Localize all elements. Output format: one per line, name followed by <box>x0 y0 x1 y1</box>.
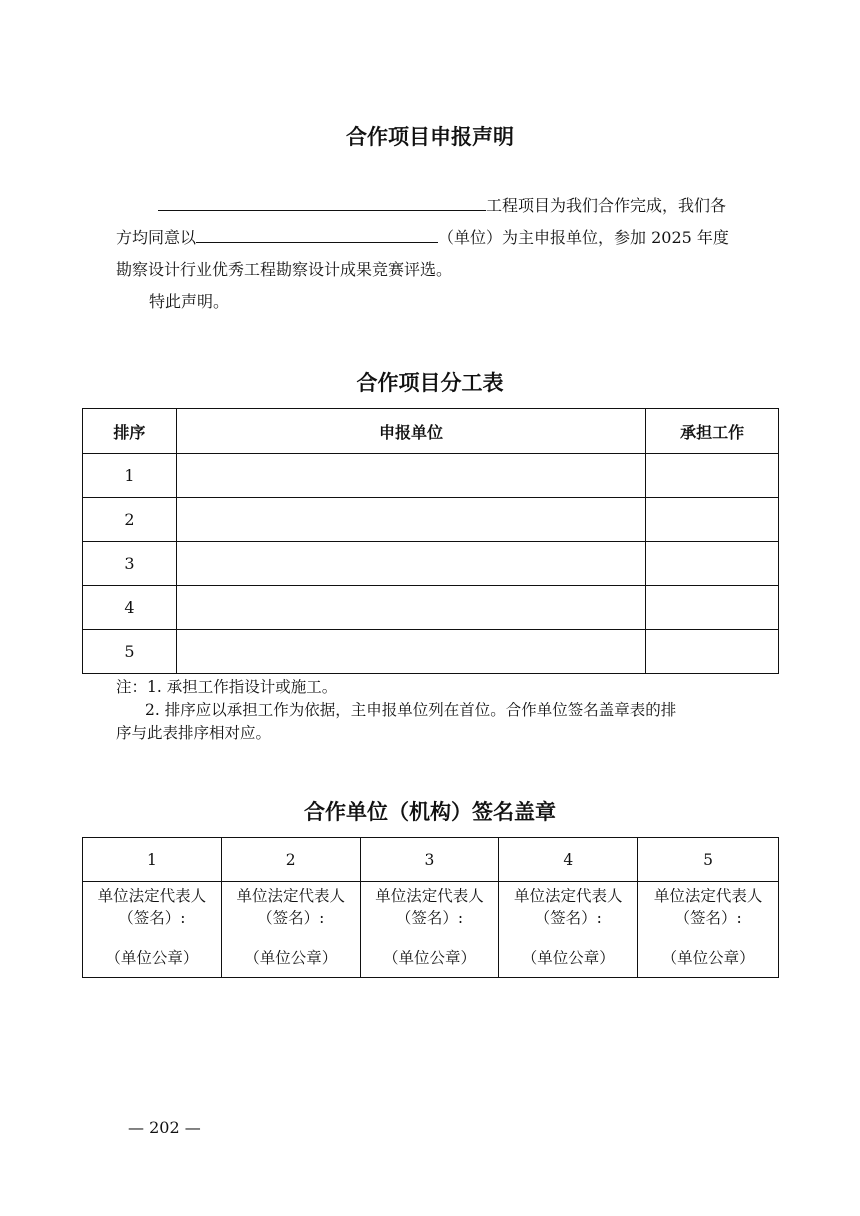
unit-cell[interactable] <box>176 498 645 542</box>
rep-label: 单位法定代表人 <box>653 887 763 905</box>
signature-cell[interactable] <box>83 882 222 978</box>
signature-row <box>83 882 779 978</box>
table-row <box>83 498 779 542</box>
header-work: 承担工作 <box>646 409 779 454</box>
unit-number: 2 <box>221 838 360 882</box>
unit-number: 5 <box>638 838 779 882</box>
unit-number: 3 <box>360 838 499 882</box>
seal-label: （单位公章） <box>661 949 755 967</box>
rep-label: 单位法定代表人 <box>236 887 345 905</box>
sign-label: （签名）: <box>674 909 742 927</box>
unit-cell[interactable] <box>176 630 645 674</box>
declaration-title: 合作项目申报声明 <box>346 125 514 149</box>
unit-cell[interactable] <box>176 454 645 498</box>
declaration-line-1-text: 工程项目为我们合作完成，我们各 <box>486 196 727 215</box>
work-cell[interactable] <box>646 586 779 630</box>
order-cell: 1 <box>83 454 177 498</box>
unit-number: 1 <box>83 838 222 882</box>
seal-label: （单位公章） <box>244 949 338 967</box>
sign-label: （签名）: <box>395 909 464 927</box>
seal-label: （单位公章） <box>382 949 476 967</box>
signature-table <box>82 837 779 978</box>
page-number: — 202 — <box>128 1118 201 1137</box>
division-table-title: 合作项目分工表 <box>356 371 504 395</box>
signature-cell[interactable] <box>360 882 499 978</box>
table-row <box>83 454 779 498</box>
signature-cell[interactable] <box>638 882 779 978</box>
sign-label: （签名）: <box>534 909 602 927</box>
seal-label: （单位公章） <box>521 949 615 967</box>
declaration-line-4: 特此声明。 <box>149 292 230 311</box>
declaration-line-1 <box>158 190 726 222</box>
order-cell: 5 <box>83 630 177 674</box>
note-1: 注：1. 承担工作指设计或施工。 <box>116 678 338 696</box>
table-row <box>83 630 779 674</box>
signature-cell[interactable] <box>221 882 360 978</box>
division-table-header-row <box>83 409 779 454</box>
work-cell[interactable] <box>646 542 779 586</box>
order-cell: 3 <box>83 542 177 586</box>
seal-label: （单位公章） <box>105 949 199 967</box>
declaration-line-2-suffix: （单位）为主申报单位，参加 2025 年度 <box>438 228 729 247</box>
sign-label: （签名）: <box>118 909 186 927</box>
project-name-blank[interactable] <box>158 190 486 211</box>
rep-label: 单位法定代表人 <box>514 887 623 905</box>
order-cell: 4 <box>83 586 177 630</box>
table-row <box>83 586 779 630</box>
order-cell: 2 <box>83 498 177 542</box>
work-cell[interactable] <box>646 498 779 542</box>
signature-cell[interactable] <box>499 882 638 978</box>
signature-number-row <box>83 838 779 882</box>
rep-label: 单位法定代表人 <box>97 887 207 905</box>
header-unit: 申报单位 <box>176 409 645 454</box>
signature-table-title: 合作单位（机构）签名盖章 <box>304 800 556 824</box>
declaration-line-2 <box>116 222 729 254</box>
unit-cell[interactable] <box>176 542 645 586</box>
declaration-line-2-prefix: 方均同意以 <box>116 228 197 247</box>
note-2: 2. 排序应以承担工作为依据，主申报单位列在首位。合作单位签名盖章表的排 <box>145 701 677 719</box>
unit-number: 4 <box>499 838 638 882</box>
division-table <box>82 408 779 674</box>
sign-label: （签名）: <box>257 909 325 927</box>
table-row <box>83 542 779 586</box>
rep-label: 单位法定代表人 <box>375 887 484 905</box>
declaration-line-3: 勘察设计行业优秀工程勘察设计成果竞赛评选。 <box>116 260 453 279</box>
note-2-continued: 序与此表排序相对应。 <box>116 724 272 742</box>
unit-cell[interactable] <box>176 586 645 630</box>
header-order: 排序 <box>83 409 177 454</box>
work-cell[interactable] <box>646 630 779 674</box>
work-cell[interactable] <box>646 454 779 498</box>
main-unit-blank[interactable] <box>196 222 438 243</box>
